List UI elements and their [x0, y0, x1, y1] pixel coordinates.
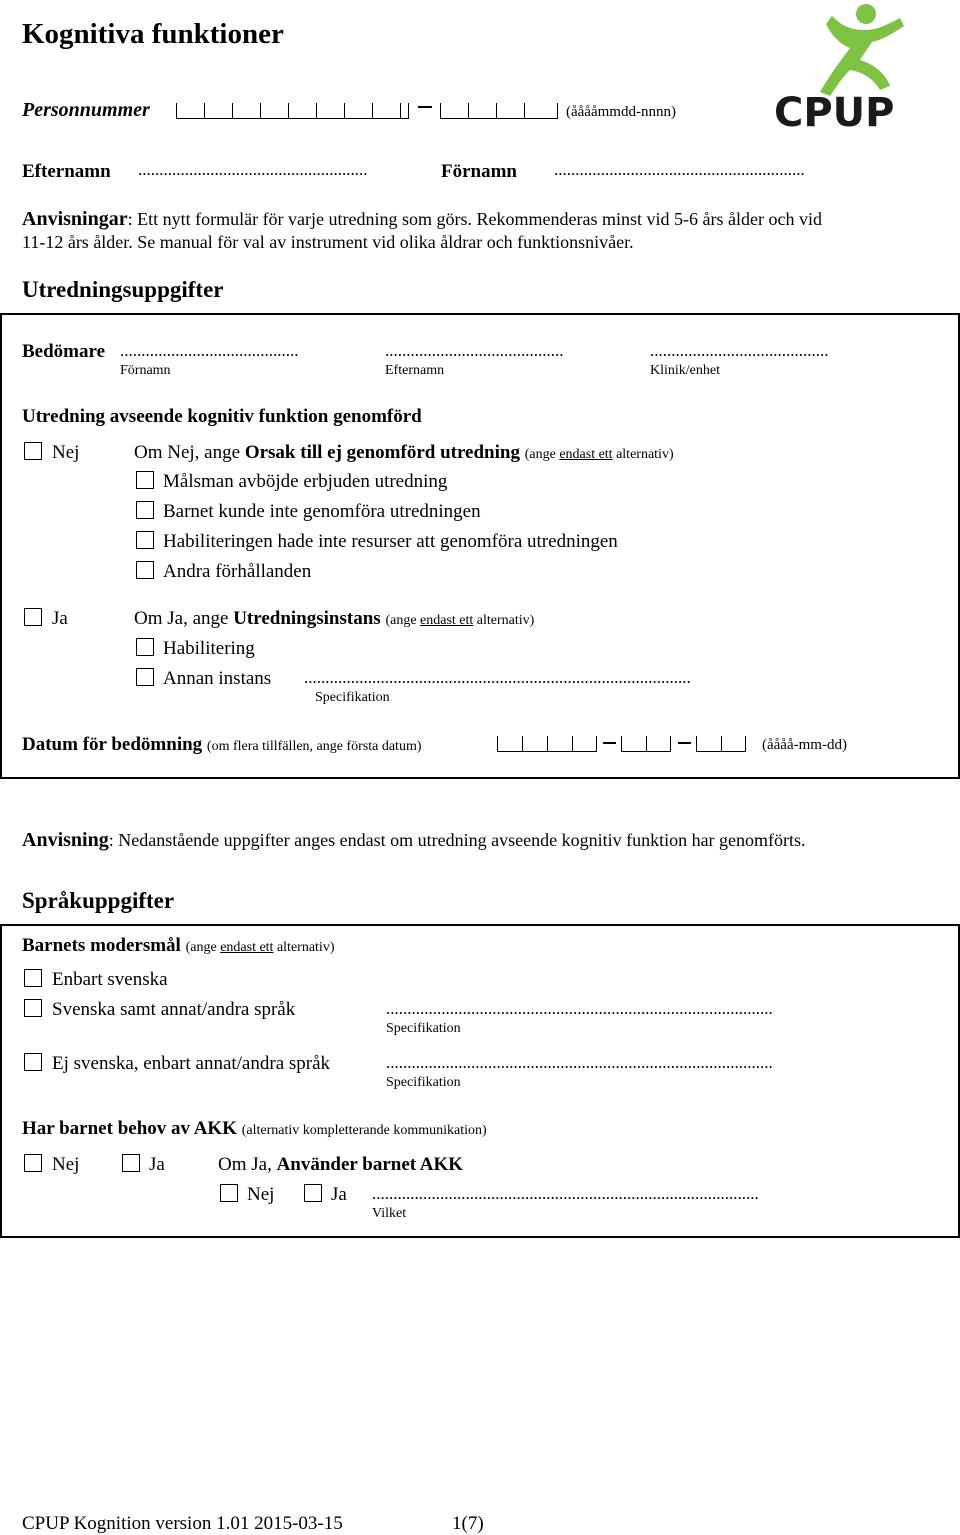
genomford-nej-label: Nej: [52, 442, 80, 463]
annan-instans-spec-field[interactable]: ...........................................................................................: [304, 668, 691, 687]
bedomare-klinik-caption: Klinik/enhet: [650, 363, 720, 378]
akk-row: [22, 1118, 487, 1140]
nej-question-note: (ange endast ett alternativ): [524, 447, 674, 462]
anvander-ja-label: Ja: [331, 1184, 347, 1205]
cpup-logo: [770, 0, 910, 130]
svenska-samt-spec-field[interactable]: ...........................................................................................: [386, 999, 773, 1018]
akk-label: Har barnet behov av AKK: [22, 1118, 237, 1139]
datum-month-boxes[interactable]: [621, 732, 671, 752]
footer-page: 1(7): [452, 1513, 484, 1534]
akk-ja-label: Ja: [149, 1154, 165, 1175]
ja-question-bold: Utredningsinstans: [233, 608, 381, 629]
option-barnet-checkbox[interactable]: [136, 501, 154, 519]
ej-svenska-spec-field[interactable]: ...........................................................................................: [386, 1053, 773, 1072]
ej-svenska-spec-caption: Specifikation: [386, 1075, 461, 1090]
anvander-ja-checkbox[interactable]: [304, 1184, 322, 1202]
genomford-ja-checkbox[interactable]: [24, 608, 42, 626]
datum-dash-1: [603, 742, 616, 744]
svenska-samt-label: Svenska samt annat/andra språk: [52, 999, 296, 1020]
anvisning2-line: [22, 829, 806, 852]
option-annan-instans-label: Annan instans: [163, 668, 272, 689]
anvisning2-label: Anvisning: [22, 829, 109, 851]
nej-question-prefix: Om Nej, ange: [134, 442, 245, 463]
genomford-nej-checkbox[interactable]: [24, 442, 42, 460]
datum-day-boxes[interactable]: [696, 732, 746, 752]
option-habilitering-checkbox[interactable]: [136, 638, 154, 656]
genomford-heading: Utredning avseende kognitiv funktion genomförd: [22, 406, 422, 427]
option-barnet-label: Barnet kunde inte genomföra utredningen: [163, 501, 481, 522]
ej-svenska-checkbox[interactable]: [24, 1053, 42, 1071]
vilket-caption: Vilket: [372, 1206, 407, 1221]
fornamn-label: Förnamn: [441, 161, 517, 182]
logo-text: CPUP: [774, 90, 895, 130]
bedomare-label: Bedömare: [22, 341, 106, 362]
svenska-samt-checkbox[interactable]: [24, 999, 42, 1017]
datum-label: Datum för bedömning: [22, 734, 203, 755]
vilket-field[interactable]: ...........................................................................................: [372, 1184, 759, 1203]
bedomare-klinik-field[interactable]: ..........................................: [650, 341, 829, 360]
enbart-svenska-checkbox[interactable]: [24, 969, 42, 987]
option-andra-checkbox[interactable]: [136, 561, 154, 579]
ja-question: [134, 608, 534, 630]
datum-row: [22, 734, 422, 756]
datum-format: (åååå-mm-dd): [762, 737, 847, 753]
datum-year-boxes[interactable]: [497, 732, 597, 752]
anvisningar-line2: 11-12 års ålder. Se manual för val av instrument vid olika åldrar och funktionsnivåer.: [22, 232, 634, 252]
option-malsman-checkbox[interactable]: [136, 471, 154, 489]
personnummer-format: (ååååmmdd-nnnn): [566, 104, 676, 120]
anvander-nej-label: Nej: [247, 1184, 275, 1205]
option-andra-label: Andra förhållanden: [163, 561, 312, 582]
personnummer-date-boxes[interactable]: [176, 99, 409, 119]
option-habiliteringen-label: Habiliteringen hade inte resurser att genomföra utredningen: [163, 531, 618, 552]
modersmal-row: [22, 935, 334, 957]
svenska-samt-spec-caption: Specifikation: [386, 1021, 461, 1036]
akk-nej-checkbox[interactable]: [24, 1154, 42, 1172]
genomford-ja-label: Ja: [52, 608, 68, 629]
option-annan-instans-checkbox[interactable]: [136, 668, 154, 686]
option-malsman-label: Målsman avböjde erbjuden utredning: [163, 471, 448, 492]
bedomare-efternamn-field[interactable]: ..........................................: [385, 341, 564, 360]
anvander-nej-checkbox[interactable]: [220, 1184, 238, 1202]
akk-note: (alternativ kompletterande kommunikation): [241, 1123, 487, 1138]
anvisningar-line1: [22, 208, 822, 231]
anvisningar-label: Anvisningar: [22, 208, 128, 230]
utredningsuppgifter-heading: Utredningsuppgifter: [22, 277, 224, 302]
enbart-svenska-label: Enbart svenska: [52, 969, 168, 990]
akk-nej-label: Nej: [52, 1154, 80, 1175]
efternamn-field[interactable]: ......................................................: [138, 160, 368, 179]
ej-svenska-label: Ej svenska, enbart annat/andra språk: [52, 1053, 331, 1074]
fornamn-field[interactable]: ...........................................................: [554, 160, 805, 179]
footer-version: CPUP Kognition version 1.01 2015-03-15: [22, 1513, 343, 1534]
efternamn-label: Efternamn: [22, 161, 111, 182]
page-title: Kognitiva funktioner: [22, 18, 284, 50]
option-habiliteringen-checkbox[interactable]: [136, 531, 154, 549]
datum-note: (om flera tillfällen, ange första datum): [206, 739, 422, 754]
modersmal-note: (ange endast ett alternativ): [185, 940, 335, 955]
annan-instans-spec-caption: Specifikation: [315, 690, 390, 705]
akk-question: [218, 1154, 463, 1176]
personnummer-dash: [418, 106, 432, 108]
akk-ja-checkbox[interactable]: [122, 1154, 140, 1172]
bedomare-fornamn-field[interactable]: ..........................................: [120, 341, 299, 360]
modersmal-label: Barnets modersmål: [22, 935, 181, 956]
anvisningar-text1: : Ett nytt formulär för varje utredning som görs. Rekommenderas minst vid 5-6 års ålder och vid: [127, 209, 822, 229]
personnummer-label: Personnummer: [22, 99, 150, 121]
nej-question: [134, 442, 674, 464]
nej-question-bold: Orsak till ej genomförd utredning: [244, 442, 520, 463]
ja-question-note: (ange endast ett alternativ): [385, 613, 535, 628]
bedomare-fornamn-caption: Förnamn: [120, 363, 171, 378]
bedomare-efternamn-caption: Efternamn: [385, 363, 445, 378]
personnummer-number-boxes[interactable]: [440, 99, 558, 119]
sprak-heading: Språkuppgifter: [22, 888, 175, 913]
akk-question-prefix: Om Ja,: [218, 1154, 277, 1175]
anvisning2-text: : Nedanstående uppgifter anges endast om utredning avseende kognitiv funktion har genomförts.: [108, 830, 806, 850]
akk-question-bold: Använder barnet AKK: [276, 1154, 464, 1175]
datum-dash-2: [678, 742, 691, 744]
option-habilitering-label: Habilitering: [163, 638, 255, 659]
ja-question-prefix: Om Ja, ange: [134, 608, 234, 629]
